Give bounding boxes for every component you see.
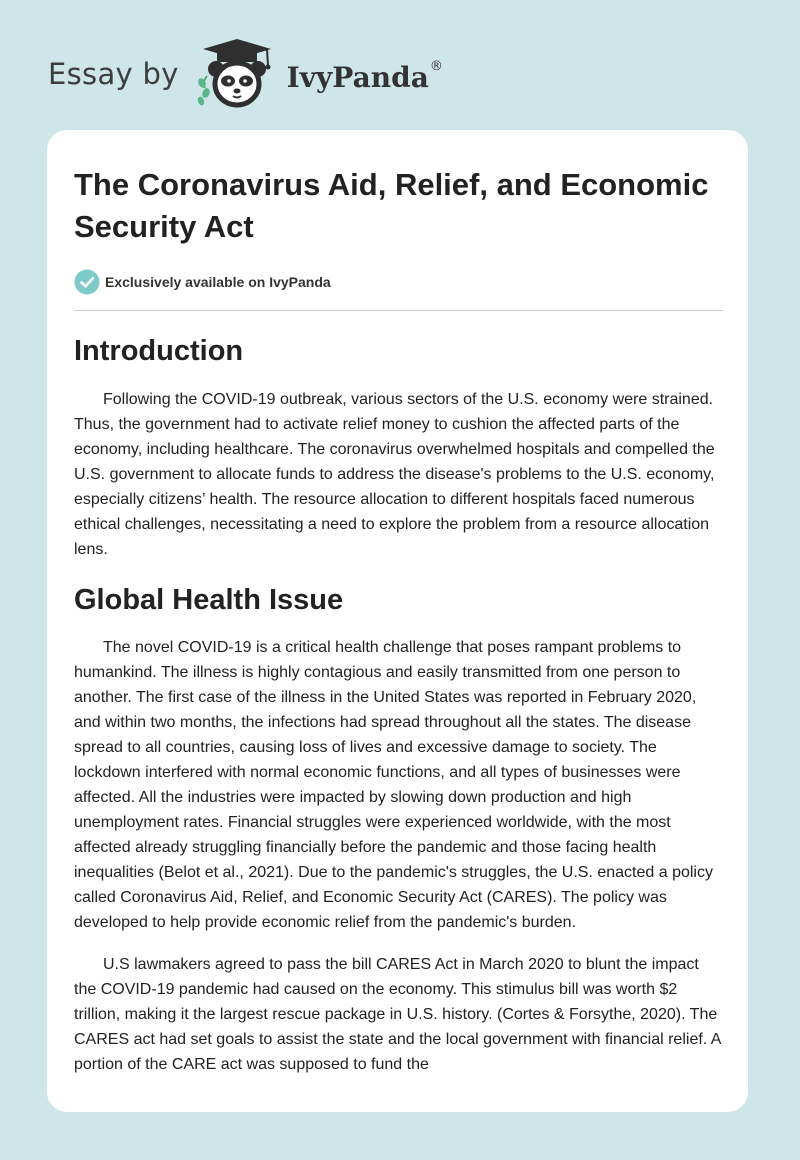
essay-content	[47, 130, 748, 1077]
essay-card	[47, 130, 748, 1112]
paragraph: Following the COVID-19 outbreak, various sectors of the U.S. economy were strained. Thus, the government had to activate relief money to cushion the affected parts of the economy, including healthcare. The coronavirus overwhelmed hospitals and compelled the U.S. government to allocate funds to address the disease's problems to the U.S. economy, especially citizens’ health. The resource allocation to different hospitals faced numerous ethical challenges, necessitating a need to explore the problem from a resource allocation lens.	[74, 391, 715, 558]
brand-name: IvyPanda	[286, 60, 429, 94]
brand-prefix: Essay by	[48, 57, 179, 91]
section-heading-global-health-issue: Global Health Issue	[74, 584, 344, 616]
exclusive-badge	[74, 268, 721, 296]
paragraph: The novel COVID-19 is a critical health challenge that poses rampant problems to humankind. The illness is highly contagious and easily transmitted from one person to another. The first case of the illness in the United States was reported in February 2020, and within two months, the infections had spread throughout all the states. The disease spread to all countries, causing loss of lives and excessive damage to society. The lockdown interfered with normal economic functions, and all types of businesses were affected. All the industries were impacted by slowing down production and high unemployment rates. Financial struggles were experienced worldwide, with the most affected already struggling financially before the pandemic and those facing health inequalities (Belot et al., 2021). Due to the pandemic's struggles, the U.S. enacted a policy called Coronavirus Aid, Relief, and Economic Security Act (CARES). The policy was developed to help provide economic relief from the pandemic's burden.	[74, 639, 713, 931]
section-heading-introduction: Introduction	[74, 335, 244, 367]
ivypanda-logo-link[interactable]	[193, 36, 443, 112]
paragraph: U.S lawmakers agreed to pass the bill CARES Act in March 2020 to blunt the impact the COVID-19 pandemic had caused on the economy. This stimulus bill was worth $2 trillion, making it the largest rescue package in U.S. history. (Cortes & Forsythe, 2020). The CARES act had set goals to assist the state and the local government with financial relief. A portion of the CARE act was supposed to fund the	[74, 956, 721, 1073]
registered-mark: ®	[429, 58, 443, 74]
exclusive-badge-text: Exclusively available on IvyPanda	[105, 274, 331, 290]
site-header	[48, 34, 443, 114]
essay-title: The Coronavirus Aid, Relief, and Economic Security Act	[74, 167, 709, 244]
title-divider	[74, 310, 723, 311]
check-circle-icon	[74, 269, 100, 295]
panda-graduate-icon	[193, 36, 285, 112]
